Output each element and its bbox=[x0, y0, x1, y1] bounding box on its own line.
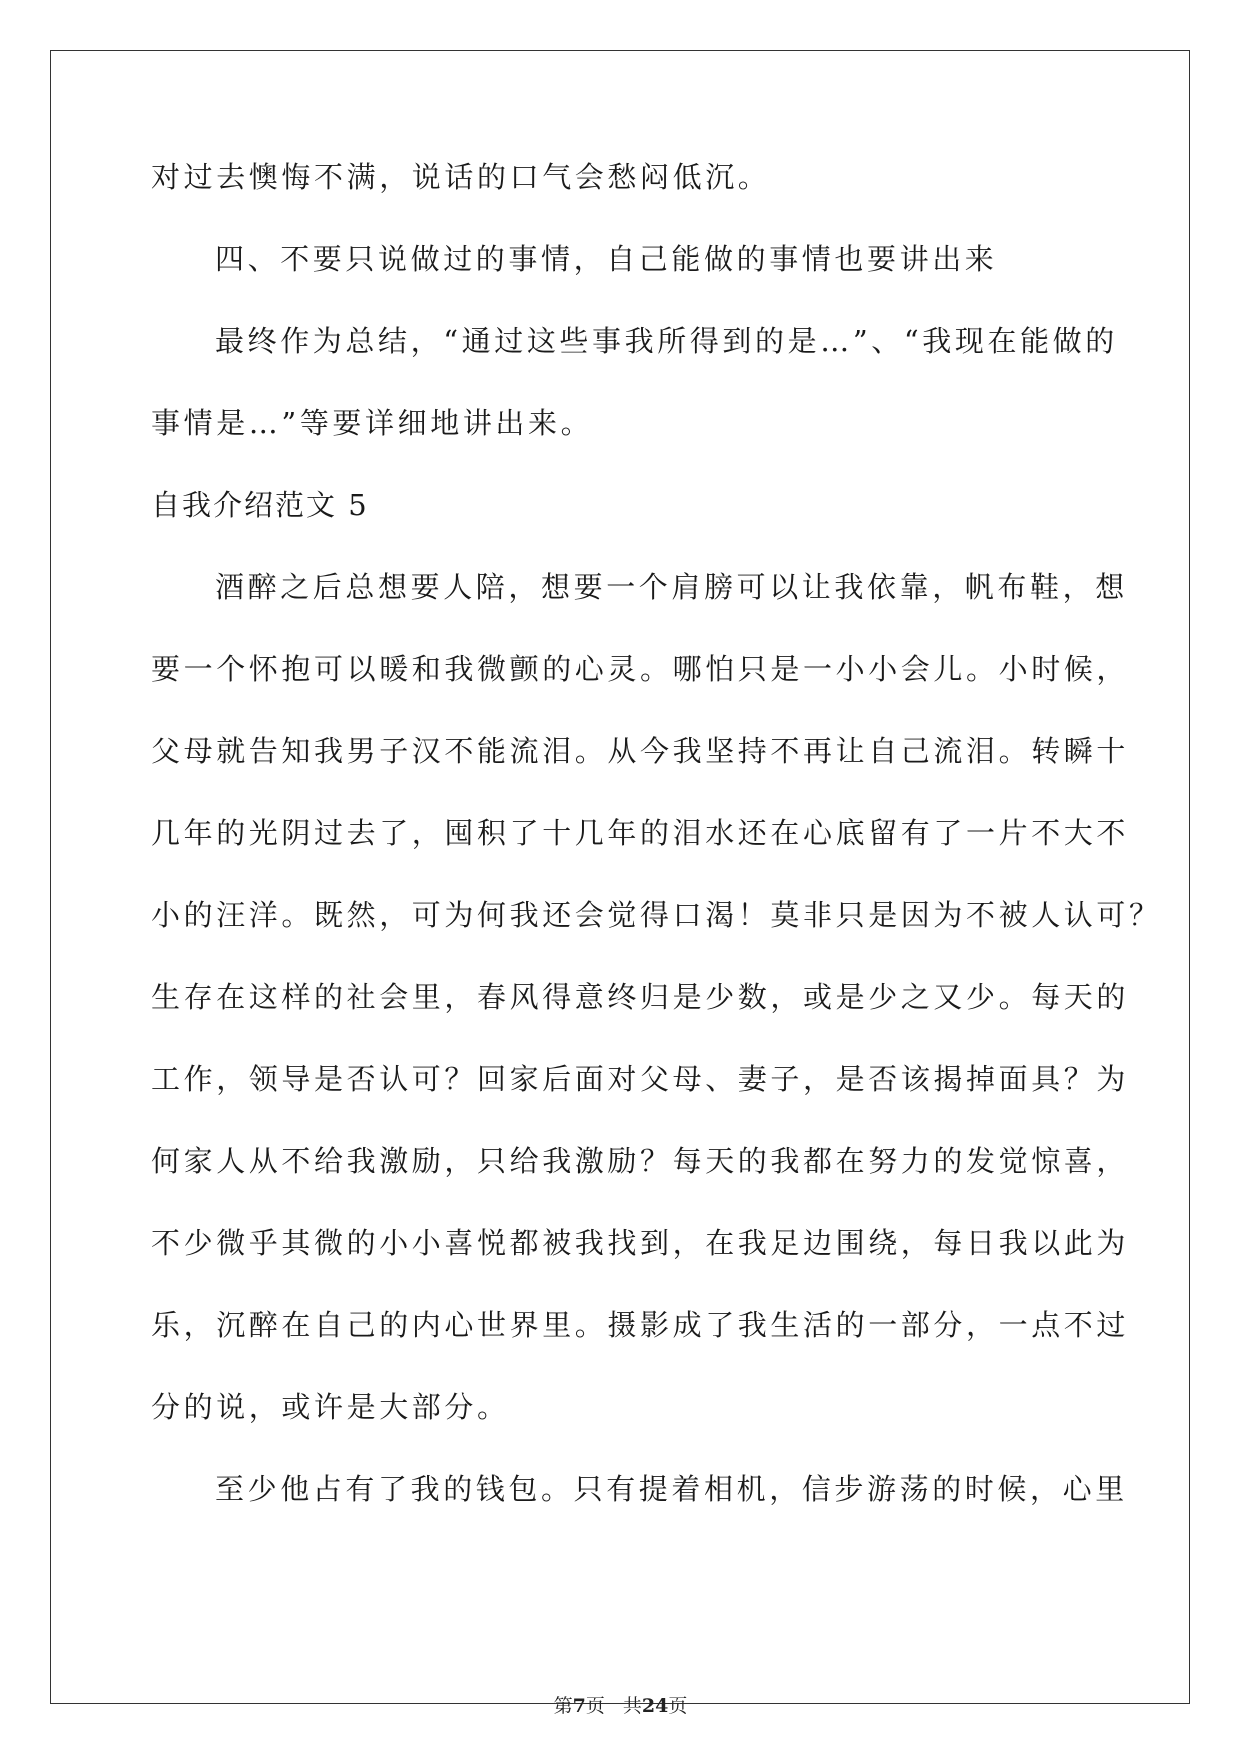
article-title: 自我介绍范文 5 bbox=[151, 488, 369, 522]
footer-prefix: 第 bbox=[553, 1695, 573, 1717]
body-line: 小的汪洋。既然，可为何我还会觉得口渴！莫非只是因为不被人认可？ bbox=[151, 898, 1162, 932]
paragraph-start: 酒醉之后总想要人陪，想要一个肩膀可以让我依靠，帆布鞋，想 bbox=[215, 570, 1128, 604]
total-pages-number: 24 bbox=[641, 1695, 669, 1717]
body-line: 乐，沉醉在自己的内心世界里。摄影成了我生活的一部分，一点不过 bbox=[151, 1308, 1130, 1342]
paragraph-start: 最终作为总结，“通过这些事我所得到的是…”、“我现在能做的 bbox=[215, 324, 1118, 358]
body-line: 不少微乎其微的小小喜悦都被我找到，在我足边围绕，每日我以此为 bbox=[151, 1226, 1130, 1260]
paragraph-start: 至少他占有了我的钱包。只有提着相机，信步游荡的时候，心里 bbox=[215, 1472, 1128, 1506]
section-heading: 四、不要只说做过的事情，自己能做的事情也要讲出来 bbox=[215, 242, 998, 276]
footer-page-suffix: 页 bbox=[585, 1695, 605, 1717]
current-page-number: 7 bbox=[572, 1695, 586, 1717]
body-line: 事情是…”等要详细地讲出来。 bbox=[151, 406, 594, 440]
page-footer bbox=[0, 1694, 1241, 1718]
body-line: 父母就告知我男子汉不能流泪。从今我坚持不再让自己流泪。转瞬十 bbox=[151, 734, 1130, 768]
body-line: 分的说，或许是大部分。 bbox=[151, 1390, 510, 1424]
body-line: 生存在这样的社会里，春风得意终归是少数，或是少之又少。每天的 bbox=[151, 980, 1130, 1014]
body-line: 几年的光阴过去了，囤积了十几年的泪水还在心底留有了一片不大不 bbox=[151, 816, 1130, 850]
body-line: 要一个怀抱可以暖和我微颤的心灵。哪怕只是一小小会儿。小时候， bbox=[151, 652, 1130, 686]
body-line: 对过去懊悔不满，说话的口气会愁闷低沉。 bbox=[151, 160, 771, 194]
footer-total-prefix: 共 bbox=[622, 1695, 642, 1717]
document-body bbox=[151, 154, 1162, 1548]
body-line: 何家人从不给我激励，只给我激励？每天的我都在努力的发觉惊喜， bbox=[151, 1144, 1130, 1178]
footer-total-suffix: 页 bbox=[668, 1695, 688, 1717]
body-line: 工作，领导是否认可？回家后面对父母、妻子，是否该揭掉面具？为 bbox=[151, 1062, 1130, 1096]
